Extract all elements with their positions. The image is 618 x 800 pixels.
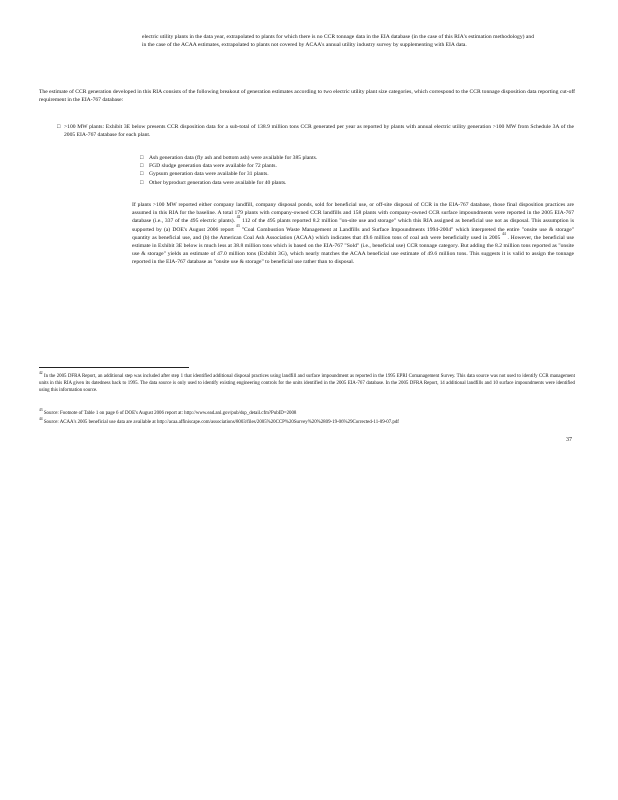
footnote-ref[interactable]: 44 [502, 231, 506, 236]
footnote-text: In the 2005 DFRA Report, an additional step was included after step 1 that identified additional disposal practices using landfill and surface impoundment as reported in the 1995 EPRI Comanagement Survey. This data source was not used to identify CCR management units in this RIA given its datedness back to 1995. The data source is only used to identify existing engineering controls for the units identified in the 2005 EIA-767 database. In the 2005 DFRA Report, 14 additional landfills and 10 surface impoundments were identified using this information source. [39, 374, 575, 393]
footnote-number: 43 [39, 408, 43, 412]
top-paragraph: electric utility plants in the data year, extrapolated to plants for which there is no CCR tonnage data in the EIA database (in the case of this RIA's estimation methodology) and in the case of the ACAA estimates, extrapolated to plants not covered by ACAA's annual utility industry survey by supplementing with EIA data. [142, 34, 534, 49]
disposition-paragraph [132, 201, 574, 267]
list-item [140, 170, 560, 178]
footnote-divider [39, 367, 189, 368]
sub-item-text: Gypsum generation data were available for 31 plants. [149, 171, 269, 178]
sub-item-text: Other byproduct generation data were available for 40 plants. [149, 179, 287, 186]
bullet-box-icon: □ [57, 124, 61, 130]
paragraph-text: "Coal Combustion Waste Management at Landfills and Surface Impoundments 1994-2004" which interpreted the entire "onsite use & storage" quantity as beneficial use, and (b) the American Coal Ash Association (ACAA) which indicates that 49.6 million tons of coal ash were beneficially used in 2005 [132, 226, 574, 241]
bullet-box-icon: □ [140, 163, 144, 170]
footnote [39, 419, 575, 426]
list-item [140, 162, 560, 170]
footnote-number: 44 [39, 417, 43, 421]
footnote [39, 410, 575, 417]
sub-bullet-list [140, 154, 560, 187]
footnote-ref[interactable]: 42 [236, 215, 241, 220]
list-item [140, 154, 560, 162]
sub-item-text: Ash generation data (fly ash and bottom ash) were available for 385 plants. [149, 155, 318, 161]
sub-item-text: FGD sludge generation data were available for 72 plants. [149, 163, 277, 170]
paragraph-text: 112 of the 495 plants reported 8.2 million "on-site use and storage" which this RIA assigned as beneficial use not as disposal. This assumption is supported by (a) DOE's August 2006 report [132, 218, 574, 233]
page-number: 37 [566, 437, 572, 443]
bullet-box-icon: □ [140, 179, 144, 186]
bullet-box-icon: □ [140, 171, 144, 178]
footnote-text: Source: Footnote of Table 1 on page 6 of DOE's August 2006 report at: http://www.ead.anl.gov/pub/dsp_detail.cfm?PubID=2008 [43, 411, 297, 416]
footnote-number: 42 [39, 371, 43, 375]
footnote-ref[interactable]: 43 [236, 223, 240, 228]
main-bullet [57, 123, 574, 139]
main-bullet-text: Exhibit 3E below presents CCR disposition data for a sub-total of 138.9 million tons CCR generated per year as reported by plants with annual electric utility generation >100 MW from Schedule 3A of the 2005 EIA-767 database for each plant. [64, 124, 574, 139]
footnote [39, 373, 575, 394]
paragraph-text: . However, the beneficial use estimate in Exhibit 3E below is much less at 38.8 million tons which is based on the EIA-767 "Sold" (i.e., beneficial use) CCR tonnage category. But adding the 8.2 million tons reported as "onsite use & storage" yields an estimate of 47.0 million tons (Exhibit 3G), which nearly matches the ACAA beneficial use estimate of 49.6 million tons. This suggests it is valid to assign the tonnage reported in the EIA-767 database as "onsite use & storage" to beneficial use rather than to disposal. [132, 234, 575, 266]
main-bullet-label: >100 MW plants: [64, 124, 105, 130]
list-item [140, 179, 560, 187]
bullet-box-icon: □ [140, 155, 144, 161]
footnote-text: Source: ACAA's 2005 beneficial use data are available at http://acaa.affiniscape.com/associations/8003/files/2005%20CCP%20Survey%20%2809-19-06%29Corrected-11-09-07.pdf [43, 420, 399, 425]
paragraph-text: If plants >100 MW reported either company landfill, company disposal ponds, sold for beneficial use, or off-site disposal of CCR in the EIA-767 database, those final disposition practices are assumed in this RIA for the baseline. A total 179 plants with company-owned CCR landfills and 158 plants with company-owned CCR surface impoundments were reported in the 2005 EIA-767 database (i.e., 337 of the 495 electric plants). [132, 202, 574, 225]
intro-paragraph: The estimate of CCR generation developed in this RIA consists of the following breakout of generation estimates according to two electric utility plant size categories, which correspond to the CCR tonnage disposition data reporting cut-off requirement in the EIA-767 database: [39, 89, 575, 104]
